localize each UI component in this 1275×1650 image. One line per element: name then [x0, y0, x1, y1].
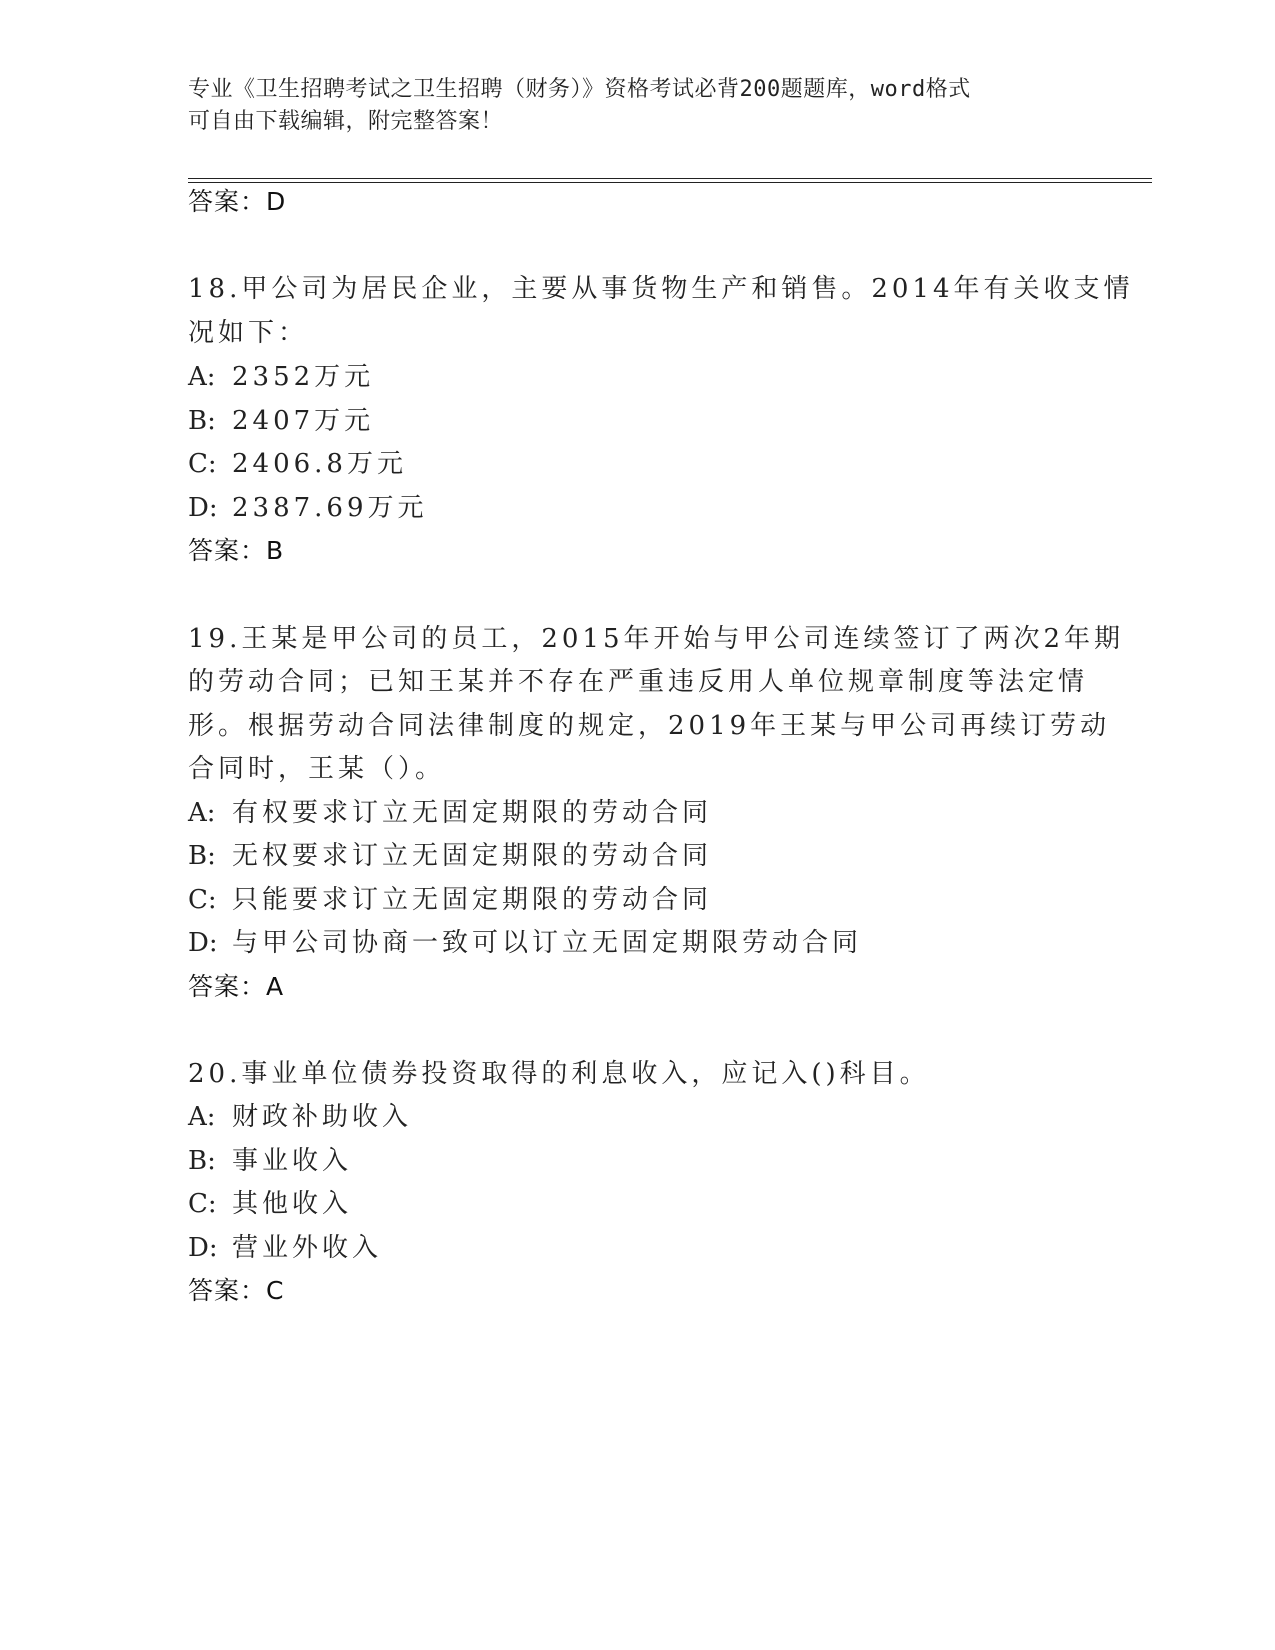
option-b [188, 840, 712, 872]
option-label: D: [188, 928, 218, 958]
option-label: B: [188, 841, 216, 871]
option-label: A: [188, 798, 216, 828]
option-label: B: [188, 1146, 216, 1176]
header-line-2: 可自由下载编辑，附完整答案！ [188, 109, 504, 134]
option-text: 有权要求订立无固定期限的劳动合同 [232, 798, 713, 828]
option-label: A: [188, 1102, 216, 1132]
option-b [188, 1145, 352, 1177]
answer: 答案：C [188, 1276, 285, 1305]
option-text: 财政补助收入 [232, 1102, 413, 1132]
question-text-line: 18.甲公司为居民企业，主要从事货物生产和销售。2014年有关收支情 [188, 274, 1134, 304]
option-text: 其他收入 [232, 1189, 353, 1219]
header-line-1: 专业《卫生招聘考试之卫生招聘（财务）》资格考试必背200题题库，word格式 [188, 77, 971, 102]
question-text-line: 合同时，王某（）。 [188, 754, 446, 784]
answer: 答案：B [188, 536, 285, 565]
option-c [188, 448, 407, 480]
option-text: 2407万元 [232, 406, 375, 436]
option-c [188, 884, 712, 916]
option-text: 与甲公司协商一致可以订立无固定期限劳动合同 [232, 928, 863, 958]
header-divider-top [188, 178, 1152, 179]
option-a [188, 361, 374, 393]
question-text-line: 19.王某是甲公司的员工，2015年开始与甲公司连续签订了两次2年期 [188, 624, 1125, 654]
option-label: A: [188, 362, 216, 392]
option-text: 2406.8万元 [232, 449, 407, 479]
option-text: 2387.69万元 [232, 493, 428, 523]
option-c [188, 1188, 352, 1220]
option-d [188, 1232, 382, 1264]
question-text-line: 的劳动合同；已知王某并不存在严重违反用人单位规章制度等法定情 [188, 667, 1089, 697]
question-text-line: 况如下： [188, 318, 309, 348]
option-text: 2352万元 [232, 362, 375, 392]
option-label: D: [188, 1233, 218, 1263]
option-d [188, 492, 428, 524]
option-a [188, 1101, 412, 1133]
option-label: B: [188, 406, 216, 436]
previous-answer: 答案：D [188, 187, 287, 216]
answer: 答案：A [188, 972, 285, 1001]
question-text-line: 形。根据劳动合同法律制度的规定，2019年王某与甲公司再续订劳动 [188, 711, 1111, 741]
header-divider-bottom [188, 182, 1152, 183]
option-a [188, 797, 712, 829]
option-text: 事业收入 [232, 1146, 353, 1176]
option-text: 只能要求订立无固定期限的劳动合同 [232, 885, 713, 915]
option-d [188, 927, 862, 959]
option-label: D: [188, 493, 218, 523]
question-text-line: 20.事业单位债券投资取得的利息收入，应记入()科目。 [188, 1059, 930, 1089]
option-label: C: [188, 885, 217, 915]
option-text: 无权要求订立无固定期限的劳动合同 [232, 841, 713, 871]
option-label: C: [188, 1189, 217, 1219]
option-text: 营业外收入 [232, 1233, 383, 1263]
document-header [188, 74, 1088, 138]
option-label: C: [188, 449, 217, 479]
option-b [188, 405, 374, 437]
